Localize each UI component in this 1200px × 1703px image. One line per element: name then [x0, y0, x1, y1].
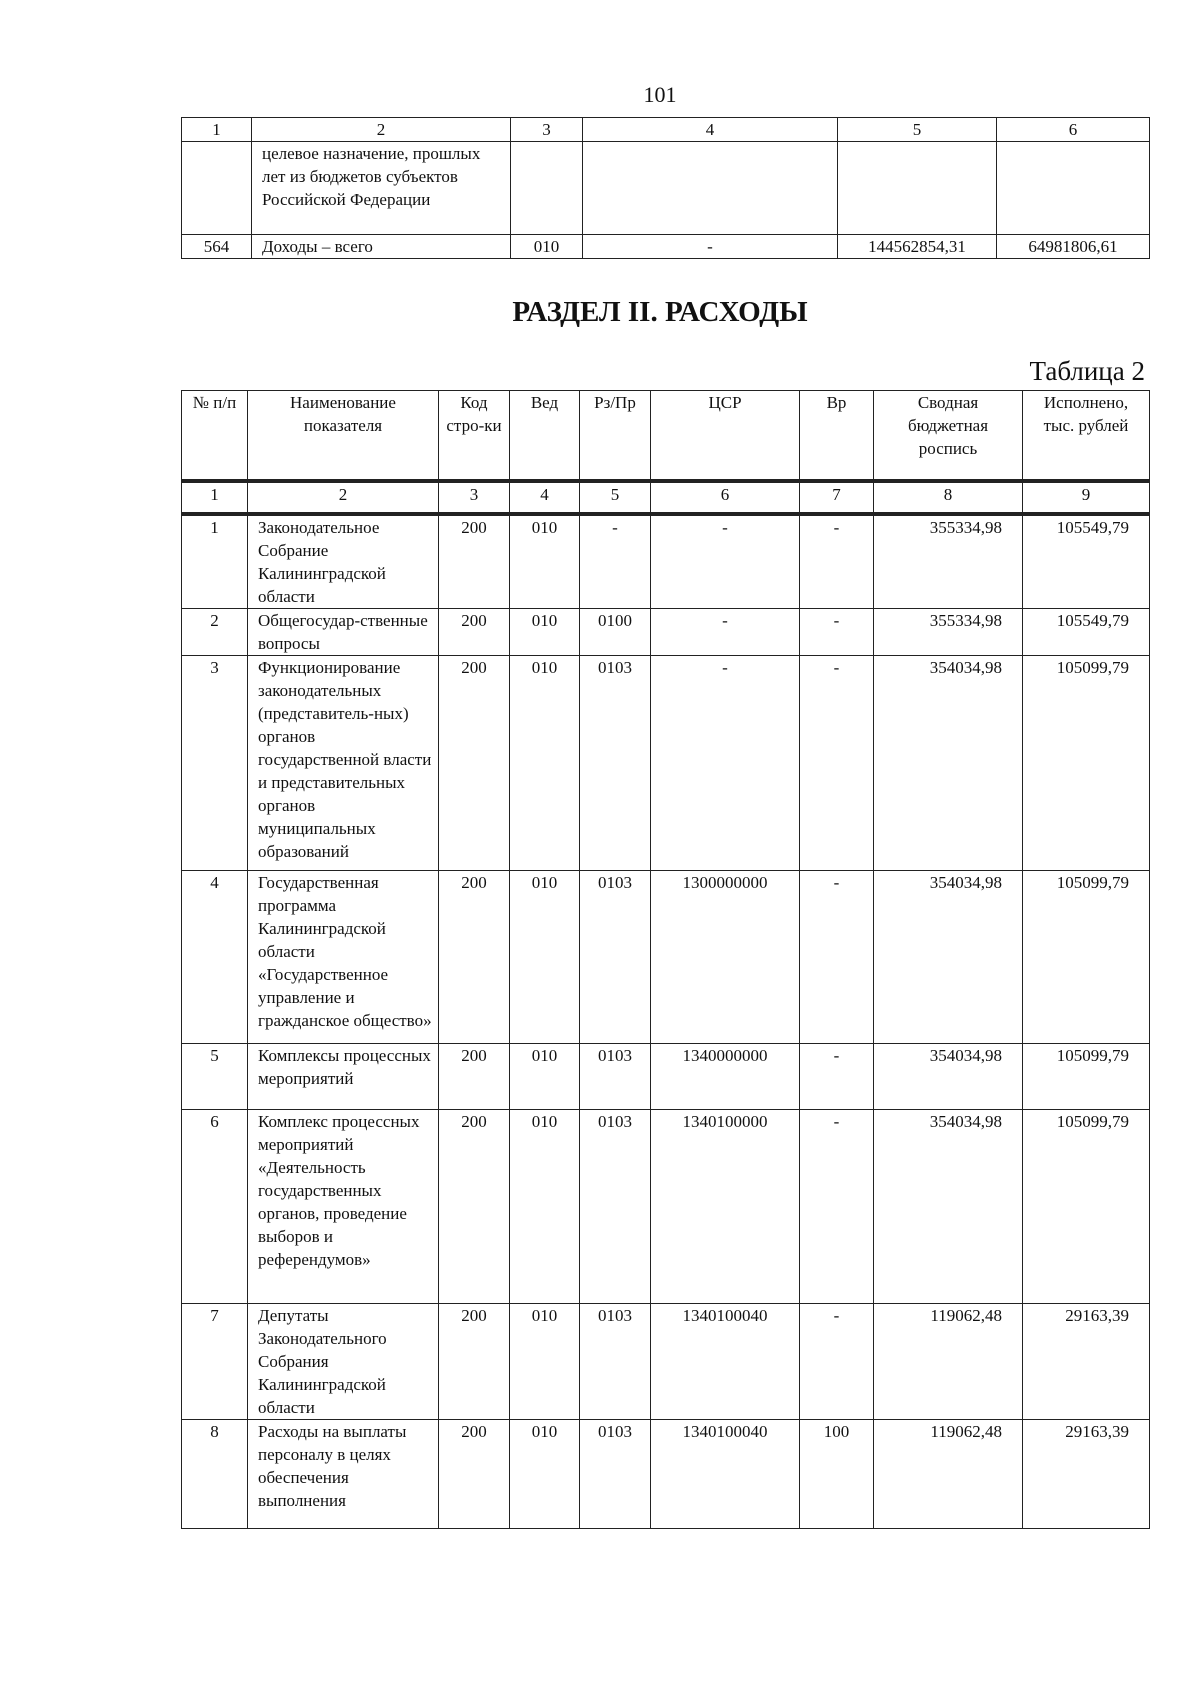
column-number: 5 — [580, 481, 651, 514]
executed-value: 105099,79 — [1023, 656, 1150, 871]
executed-value: 105099,79 — [1023, 1044, 1150, 1110]
table-row — [182, 1420, 1150, 1529]
ved-code: 010 — [510, 1304, 580, 1420]
csr-code: 1300000000 — [651, 871, 800, 1044]
budget-value: 119062,48 — [874, 1420, 1023, 1529]
column-number: 4 — [510, 481, 580, 514]
header-cell: 3 — [511, 118, 583, 142]
row-number: 5 — [182, 1044, 248, 1110]
table-row — [182, 609, 1150, 656]
rzpr-code: 0103 — [580, 1304, 651, 1420]
row-name: Доходы – всего — [252, 235, 511, 259]
table-cell: 010 — [511, 235, 583, 259]
line-code: 200 — [439, 609, 510, 656]
budget-value: 354034,98 — [874, 1044, 1023, 1110]
executed-value: 29163,39 — [1023, 1304, 1150, 1420]
vr-code: 100 — [800, 1420, 874, 1529]
line-code: 200 — [439, 871, 510, 1044]
line-code: 200 — [439, 1420, 510, 1529]
row-name: Комплекс процессных мероприятий «Деятельность государственных органов, проведение выборов и референдумов» — [248, 1110, 439, 1304]
row-number: 3 — [182, 656, 248, 871]
executed-value: 105099,79 — [1023, 871, 1150, 1044]
row-name: Общегосудар-ственные вопросы — [248, 609, 439, 656]
header-cell: 2 — [252, 118, 511, 142]
header-cell: 5 — [838, 118, 997, 142]
row-number: 1 — [182, 514, 248, 609]
table-cell — [182, 142, 252, 235]
table-row — [182, 514, 1150, 609]
table-row — [182, 871, 1150, 1044]
ved-code: 010 — [510, 609, 580, 656]
row-name: Комплексы процессных мероприятий — [248, 1044, 439, 1110]
csr-code: - — [651, 656, 800, 871]
column-number: 7 — [800, 481, 874, 514]
row-name: Расходы на выплаты персоналу в целях обеспечения выполнения — [248, 1420, 439, 1529]
table-row — [182, 1044, 1150, 1110]
table-row — [182, 1304, 1150, 1420]
csr-code: 1340100040 — [651, 1304, 800, 1420]
table-row — [182, 1110, 1150, 1304]
header-cell: Наименование показателя — [248, 391, 439, 482]
expenses-table — [181, 390, 1150, 1529]
csr-code: - — [651, 514, 800, 609]
rzpr-code: 0103 — [580, 871, 651, 1044]
budget-value: 355334,98 — [874, 514, 1023, 609]
vr-code: - — [800, 656, 874, 871]
vr-code: - — [800, 609, 874, 656]
table-cell: - — [583, 235, 838, 259]
line-code: 200 — [439, 1110, 510, 1304]
line-code: 200 — [439, 1304, 510, 1420]
line-code: 200 — [439, 656, 510, 871]
rzpr-code: 0100 — [580, 609, 651, 656]
header-cell: Вр — [800, 391, 874, 482]
column-number: 2 — [248, 481, 439, 514]
table-cell — [997, 142, 1150, 235]
column-number: 6 — [651, 481, 800, 514]
vr-code: - — [800, 1110, 874, 1304]
vr-code: - — [800, 1304, 874, 1420]
section-title: РАЗДЕЛ II. РАСХОДЫ — [512, 296, 808, 328]
table-row — [182, 142, 1150, 235]
header-cell: 1 — [182, 118, 252, 142]
revenue-table-continuation — [181, 117, 1150, 259]
vr-code: - — [800, 514, 874, 609]
table-cell: 64981806,61 — [997, 235, 1150, 259]
executed-value: 105549,79 — [1023, 609, 1150, 656]
budget-value: 355334,98 — [874, 609, 1023, 656]
csr-code: 1340100000 — [651, 1110, 800, 1304]
header-cell: Вед — [510, 391, 580, 482]
rzpr-code: 0103 — [580, 1110, 651, 1304]
column-number: 1 — [182, 481, 248, 514]
executed-value: 29163,39 — [1023, 1420, 1150, 1529]
line-code: 200 — [439, 514, 510, 609]
header-cell: 4 — [583, 118, 838, 142]
row-number: 564 — [182, 235, 252, 259]
column-number-row — [182, 481, 1150, 514]
header-cell: Сводная бюджетная роспись — [874, 391, 1023, 482]
ved-code: 010 — [510, 656, 580, 871]
header-cell: Исполнено, тыс. рублей — [1023, 391, 1150, 482]
row-number: 4 — [182, 871, 248, 1044]
table-header-row — [182, 118, 1150, 142]
table-header-row — [182, 391, 1150, 482]
ved-code: 010 — [510, 1420, 580, 1529]
vr-code: - — [800, 1044, 874, 1110]
ved-code: 010 — [510, 1110, 580, 1304]
table-label: Таблица 2 — [1029, 356, 1145, 386]
budget-value: 119062,48 — [874, 1304, 1023, 1420]
budget-value: 354034,98 — [874, 656, 1023, 871]
executed-value: 105099,79 — [1023, 1110, 1150, 1304]
row-number: 2 — [182, 609, 248, 656]
rzpr-code: 0103 — [580, 656, 651, 871]
ved-code: 010 — [510, 871, 580, 1044]
row-name: Депутаты Законодательного Собрания Калининградской области — [248, 1304, 439, 1420]
table-cell: 144562854,31 — [838, 235, 997, 259]
table-cell — [838, 142, 997, 235]
vr-code: - — [800, 871, 874, 1044]
ved-code: 010 — [510, 1044, 580, 1110]
table-cell — [511, 142, 583, 235]
budget-value: 354034,98 — [874, 1110, 1023, 1304]
table-row — [182, 235, 1150, 259]
row-name: Функционирование законодательных (представитель-ных) органов государственной власти и представительных органов муниципальных образований — [248, 656, 439, 871]
table-cell — [583, 142, 838, 235]
header-cell: № п/п — [182, 391, 248, 482]
column-number: 8 — [874, 481, 1023, 514]
csr-code: 1340100040 — [651, 1420, 800, 1529]
ved-code: 010 — [510, 514, 580, 609]
row-name: Законодательное Собрание Калининградской области — [248, 514, 439, 609]
column-number: 3 — [439, 481, 510, 514]
row-number: 6 — [182, 1110, 248, 1304]
row-name: Государственная программа Калининградской области «Государственное управление и гражданское общество» — [248, 871, 439, 1044]
row-name: целевое назначение, прошлых лет из бюджетов субъектов Российской Федерации — [252, 142, 511, 235]
column-number: 9 — [1023, 481, 1150, 514]
table-row — [182, 656, 1150, 871]
budget-value: 354034,98 — [874, 871, 1023, 1044]
line-code: 200 — [439, 1044, 510, 1110]
csr-code: - — [651, 609, 800, 656]
row-number: 8 — [182, 1420, 248, 1529]
rzpr-code: - — [580, 514, 651, 609]
csr-code: 1340000000 — [651, 1044, 800, 1110]
header-cell: Рз/Пр — [580, 391, 651, 482]
rzpr-code: 0103 — [580, 1420, 651, 1529]
header-cell: ЦСР — [651, 391, 800, 482]
header-cell: Код стро-ки — [439, 391, 510, 482]
header-cell: 6 — [997, 118, 1150, 142]
rzpr-code: 0103 — [580, 1044, 651, 1110]
row-number: 7 — [182, 1304, 248, 1420]
page-number: 101 — [643, 82, 677, 107]
executed-value: 105549,79 — [1023, 514, 1150, 609]
